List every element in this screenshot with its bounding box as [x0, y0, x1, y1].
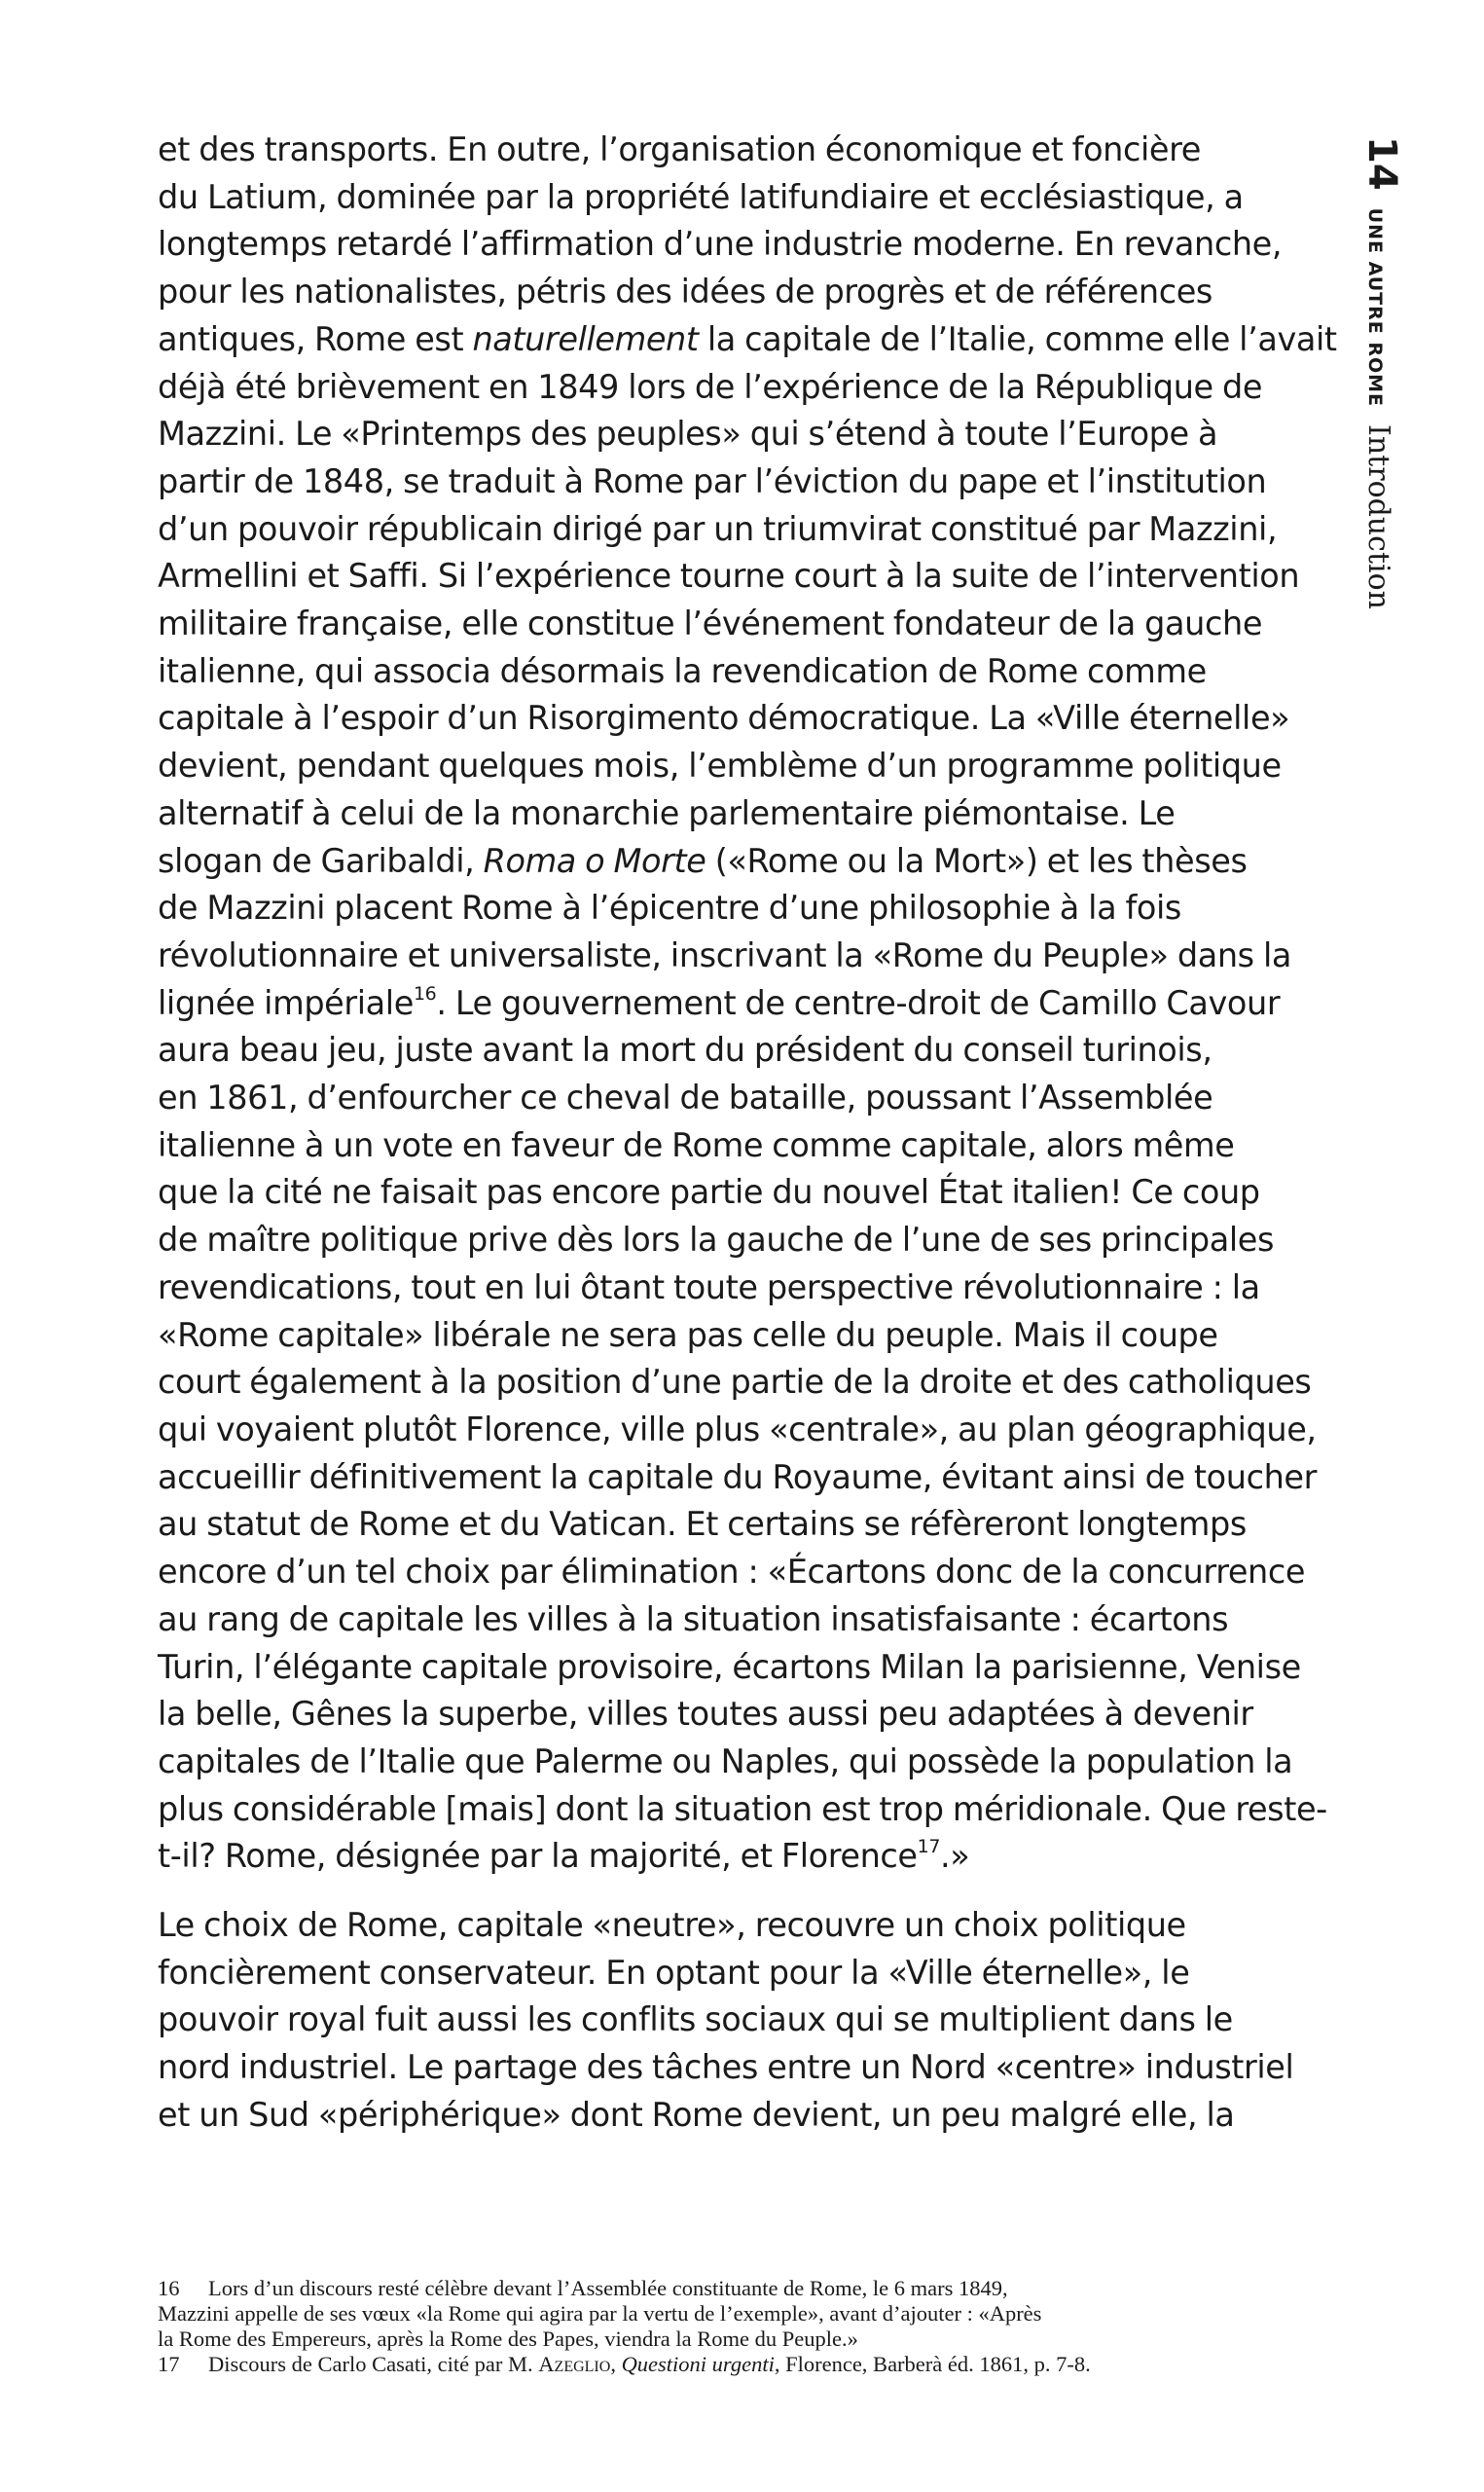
text-line: accueillir définitivement la capitale du Royaume, évitant ainsi de toucher	[158, 1457, 1318, 1496]
page-number: 14	[1359, 136, 1404, 191]
text-run: antiques, Rome est	[158, 319, 473, 358]
text-line: au statut de Rome et du Vatican. Et certains se réfèreront longtemps	[158, 1505, 1247, 1544]
text-line: «Rome capitale» libérale ne sera pas celle du peuple. Mais il coupe	[158, 1315, 1218, 1354]
text-line: et des transports. En outre, l’organisation économique et foncière	[158, 130, 1201, 168]
footnote-number: 17	[158, 2352, 180, 2376]
text-line: longtemps retardé l’affirmation d’une industrie moderne. En revanche,	[158, 225, 1283, 264]
text-line: foncièrement conservateur. En optant pour la «Ville éternelle», le	[158, 1953, 1190, 1992]
footnote-17	[158, 2352, 1325, 2377]
italic-run: naturellement	[472, 319, 699, 358]
text-line: Armellini et Saffi. Si l’expérience tourne court à la suite de l’intervention	[158, 557, 1300, 596]
text-line: au rang de capitale les villes à la situation insatisfaisante : écartons	[158, 1599, 1229, 1638]
footnote-16	[158, 2276, 1325, 2352]
text-line: militaire française, elle constitue l’événement fondateur de la gauche	[158, 605, 1263, 643]
footnote-ref-16[interactable]: 16	[413, 982, 437, 1005]
footnote-book-title: Questioni urgenti	[621, 2352, 775, 2376]
footnote-author: Azeglio	[538, 2352, 611, 2376]
footnote-line: Mazzini appelle de ses vœux «la Rome qui agira par la vertu de l’exemple», avant d’ajouter : «Après	[158, 2301, 1042, 2326]
text-line: et un Sud «périphérique» dont Rome devient, un peu malgré elle, la	[158, 2095, 1235, 2134]
text-line: Mazzini. Le «Printemps des peuples» qui s’étend à toute l’Europe à	[158, 415, 1218, 454]
text-line: pouvoir royal fuit aussi les conflits sociaux qui se multiplient dans le	[158, 2000, 1233, 2039]
text-line: italienne, qui associa désormais la revendication de Rome comme	[158, 651, 1207, 690]
italic-run: Roma o Morte	[483, 841, 706, 880]
footnotes	[158, 2276, 1325, 2377]
text-line	[158, 316, 1337, 364]
text-line: capitale à l’espoir d’un Risorgimento démocratique. La «Ville éternelle»	[158, 699, 1290, 738]
text-line: partir de 1848, se traduit à Rome par l’éviction du pape et l’institution	[158, 461, 1267, 500]
text-line: qui voyaient plutôt Florence, ville plus «centrale», au plan géographique,	[158, 1410, 1317, 1448]
text-line: revendications, tout en lui ôtant toute perspective révolutionnaire : la	[158, 1267, 1260, 1306]
text-line: capitales de l’Italie que Palerme ou Naples, qui possède la population la	[158, 1741, 1293, 1780]
footnote-text: Lors d’un discours resté célèbre devant l’Assemblée constituante de Rome, le 6 mars 1849,	[208, 2276, 1008, 2300]
text-line: du Latium, dominée par la propriété latifundiaire et ecclésiastique, a	[158, 177, 1244, 216]
running-head	[1346, 136, 1404, 642]
text-run: t-il? Rome, désignée par la majorité, et Florence	[158, 1837, 918, 1876]
text-line: en 1861, d’enfourcher ce cheval de bataille, poussant l’Assemblée	[158, 1079, 1213, 1118]
text-run: («Rome ou la Mort») et les thèses	[706, 841, 1248, 880]
text-line: nord industriel. Le partage des tâches entre un Nord «centre» industriel	[158, 2048, 1294, 2087]
text-run: lignée impériale	[158, 983, 414, 1022]
footnote-line: la Rome des Empereurs, après la Rome des Papes, viendra la Rome du Peuple.»	[158, 2327, 858, 2351]
text-run: .»	[940, 1837, 970, 1876]
footnote-number: 16	[158, 2276, 180, 2300]
footnote-line	[158, 2276, 1325, 2301]
text-line: de maître politique prive dès lors la gauche de l’une de ses principales	[158, 1221, 1275, 1260]
paragraph-1	[158, 127, 1337, 1881]
text-run: slogan de Garibaldi,	[158, 841, 484, 880]
text-line: de Mazzini placent Rome à l’épicentre d’une philosophie à la fois	[158, 889, 1181, 928]
footnote-line	[158, 2352, 1325, 2377]
text-line: d’un pouvoir républicain dirigé par un triumvirat constitué par Mazzini,	[158, 509, 1278, 548]
text-line: la belle, Gênes la superbe, villes toutes aussi peu adaptées à devenir	[158, 1695, 1253, 1734]
text-line: plus considérable [mais] dont la situation est trop méridionale. Que reste-	[158, 1789, 1327, 1828]
text-line: aura beau jeu, juste avant la mort du président du conseil turinois,	[158, 1031, 1213, 1070]
main-text	[158, 127, 1337, 2140]
text-line: court également à la position d’une partie de la droite et des catholiques	[158, 1363, 1312, 1402]
text-line: devient, pendant quelques mois, l’emblème d’un programme politique	[158, 747, 1282, 786]
text-line: alternatif à celui de la monarchie parlementaire piémontaise. Le	[158, 793, 1176, 832]
footnote-ref-17[interactable]: 17	[917, 1836, 941, 1858]
text-line	[158, 980, 1321, 1028]
text-line: Le choix de Rome, capitale «neutre», recouvre un choix politique	[158, 1906, 1186, 1945]
footnote-text: Discours de Carlo Casati, cité par M.	[208, 2352, 539, 2376]
text-line: déjà été brièvement en 1849 lors de l’expérience de la République de	[158, 367, 1263, 406]
text-line: révolutionnaire et universaliste, inscrivant la «Rome du Peuple» dans la	[158, 935, 1291, 974]
footnote-text: , Florence, Barberà éd. 1861, p. 7-8.	[774, 2352, 1091, 2376]
text-line: que la cité ne faisait pas encore partie du nouvel État italien! Ce coup	[158, 1173, 1260, 1212]
footnote-text: ,	[610, 2352, 622, 2376]
paragraph-2	[158, 1902, 1321, 2140]
chapter-title: Introduction	[1361, 424, 1395, 609]
text-run: la capitale de l’Italie, comme elle l’avait	[698, 319, 1337, 358]
text-line: italienne à un vote en faveur de Rome comme capitale, alors même	[158, 1125, 1235, 1164]
text-line	[158, 838, 1321, 886]
text-line: pour les nationalistes, pétris des idées de progrès et de références	[158, 273, 1213, 312]
text-run: . Le gouvernement de centre-droit de Camillo Cavour	[436, 983, 1281, 1022]
text-line: Turin, l’élégante capitale provisoire, écartons Milan la parisienne, Venise	[158, 1647, 1301, 1686]
book-title: UNE AUTRE ROME	[1364, 207, 1386, 407]
text-line: encore d’un tel choix par élimination : «Écartons donc de la concurrence	[158, 1553, 1306, 1592]
text-line	[158, 1833, 1321, 1881]
